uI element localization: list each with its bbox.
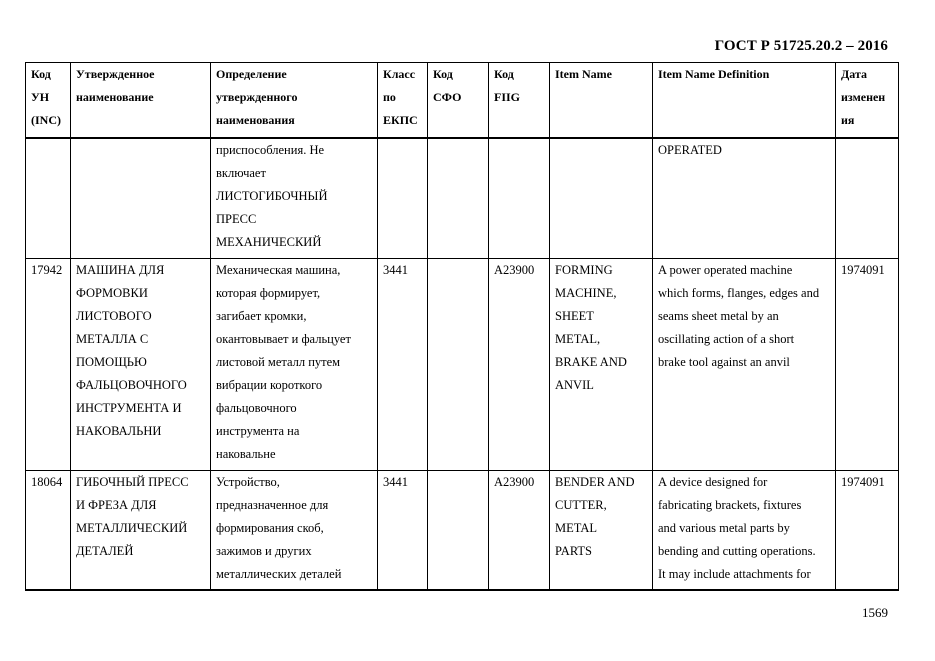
- cell-line: инструмента на: [216, 424, 300, 438]
- approved-name-cell: [71, 259, 211, 471]
- header-change-date: [836, 63, 899, 138]
- cell-line: наковальне: [216, 447, 276, 461]
- cell-line: BRAKE AND: [555, 355, 627, 369]
- header-line: (INC): [31, 113, 61, 127]
- cell-line: окантовывает и фальцует: [216, 332, 351, 346]
- approved-name-cell: [71, 471, 211, 590]
- header-line: Код: [31, 67, 51, 81]
- definition-cell: [211, 259, 378, 471]
- cell-line: A device designed for: [658, 475, 768, 489]
- cell-line: ПРЕСС: [216, 211, 257, 226]
- cell-line: PARTS: [555, 544, 593, 558]
- cell-line: SHEET: [555, 309, 594, 323]
- cell-line: and various metal parts by: [658, 521, 790, 535]
- page-number: 1569: [862, 605, 888, 620]
- change-date-cell: 1974091: [836, 471, 899, 590]
- cell-line: FORMING: [555, 263, 613, 277]
- table-row: [26, 471, 899, 590]
- cell-line: МАШИНА ДЛЯ: [76, 263, 165, 277]
- cell-line: which forms, flanges, edges and: [658, 286, 820, 300]
- item-name-definition-cell: [653, 471, 836, 590]
- header-approved-name: [71, 63, 211, 138]
- header-item-name: [550, 63, 653, 138]
- cell-line: ФАЛЬЦОВОЧНОГО: [76, 378, 187, 392]
- cell-line: фальцовочного: [216, 401, 297, 415]
- cell-line: приспособления. Не: [216, 142, 325, 157]
- cell-line: ЛИСТОГИБОЧНЫЙ: [216, 188, 328, 203]
- header-item-name-definition: [653, 63, 836, 138]
- header-class: [378, 63, 428, 138]
- cell-line: It may include attachments for: [658, 567, 811, 581]
- cell-line: brake tool against an anvil: [658, 355, 790, 369]
- header-line: Утвержденное: [76, 67, 155, 81]
- header-line: Класс: [383, 67, 416, 81]
- definition-cell: [211, 138, 378, 259]
- header-line: СФО: [433, 90, 462, 104]
- cell-line: Устройство,: [216, 475, 280, 489]
- cell-line: ДЕТАЛЕЙ: [76, 544, 134, 558]
- cell-line: ИНСТРУМЕНТА И: [76, 401, 182, 415]
- cell-line: MACHINE,: [555, 286, 617, 300]
- document-title: ГОСТ Р 51725.20.2 – 2016: [714, 38, 888, 54]
- header-line: Дата: [841, 67, 867, 81]
- cell-line: OPERATED: [658, 142, 722, 157]
- header-inc: [26, 63, 71, 138]
- item-name-cell: [550, 259, 653, 471]
- header-definition: [211, 63, 378, 138]
- table-row: [26, 259, 899, 471]
- item-name-table: [25, 62, 899, 591]
- header-line: УН: [31, 90, 50, 104]
- cell-line: металлических деталей: [216, 567, 342, 581]
- sfo-cell: [428, 471, 489, 590]
- cell-line: МЕТАЛЛА С: [76, 332, 149, 346]
- item-name-cell: [550, 138, 653, 259]
- cell-line: bending and cutting operations.: [658, 544, 816, 558]
- cell-line: fabricating brackets, fixtures: [658, 498, 802, 512]
- cell-line: которая формирует,: [216, 286, 321, 300]
- header-line: Код: [494, 67, 514, 81]
- cell-line: загибает кромки,: [216, 309, 307, 323]
- cell-line: ФОРМОВКИ: [76, 286, 148, 300]
- header-line: FIIG: [494, 90, 521, 104]
- cell-line: seams sheet metal by an: [658, 309, 779, 323]
- cell-line: METAL: [555, 521, 598, 535]
- change-date-cell: 1974091: [836, 259, 899, 471]
- header-line: по: [383, 90, 396, 104]
- cell-line: ГИБОЧНЫЙ ПРЕСС: [76, 475, 189, 489]
- header-line: Item Name Definition: [658, 67, 770, 81]
- sfo-cell: [428, 138, 489, 259]
- item-name-cell: [550, 471, 653, 590]
- class-cell: [378, 138, 428, 259]
- fiig-cell: A23900: [489, 471, 550, 590]
- cell-line: И ФРЕЗА ДЛЯ: [76, 498, 157, 512]
- header-fiig: [489, 63, 550, 138]
- cell-line: CUTTER,: [555, 498, 607, 512]
- table-header-row: [26, 63, 899, 138]
- cell-line: МЕТАЛЛИЧЕСКИЙ: [76, 521, 188, 535]
- cell-line: зажимов и других: [216, 544, 312, 558]
- fiig-cell: [489, 138, 550, 259]
- fiig-cell: A23900: [489, 259, 550, 471]
- header-line: Определение: [216, 67, 287, 81]
- header-line: ия: [841, 113, 855, 127]
- approved-name-cell: [71, 138, 211, 259]
- class-cell: 3441: [378, 471, 428, 590]
- item-name-definition-cell: [653, 138, 836, 259]
- definition-cell: [211, 471, 378, 590]
- inc-cell: 17942: [26, 259, 71, 471]
- header-line: наименование: [76, 90, 154, 104]
- cell-line: НАКОВАЛЬНИ: [76, 424, 162, 438]
- cell-line: ANVIL: [555, 378, 594, 392]
- cell-line: BENDER AND: [555, 475, 635, 489]
- inc-cell: [26, 138, 71, 259]
- cell-line: предназначенное для: [216, 498, 329, 512]
- cell-line: A power operated machine: [658, 263, 793, 277]
- change-date-cell: [836, 138, 899, 259]
- cell-line: формирования скоб,: [216, 521, 324, 535]
- cell-line: МЕХАНИЧЕСКИЙ: [216, 234, 322, 249]
- header-line: изменен: [841, 90, 886, 104]
- cell-line: вибрации короткого: [216, 378, 323, 392]
- cell-line: листовой металл путем: [216, 355, 341, 369]
- cell-line: oscillating action of a short: [658, 332, 795, 346]
- item-name-definition-cell: [653, 259, 836, 471]
- header-line: наименования: [216, 113, 295, 127]
- cell-line: ПОМОЩЬЮ: [76, 355, 147, 369]
- class-cell: 3441: [378, 259, 428, 471]
- header-line: Item Name: [555, 67, 612, 81]
- table-row: [26, 138, 899, 259]
- cell-line: METAL,: [555, 332, 601, 346]
- header-sfo: [428, 63, 489, 138]
- cell-line: включает: [216, 165, 266, 180]
- header-line: Код: [433, 67, 453, 81]
- cell-line: ЛИСТОВОГО: [76, 309, 152, 323]
- sfo-cell: [428, 259, 489, 471]
- cell-line: Механическая машина,: [216, 263, 341, 277]
- header-line: ЕКПС: [383, 113, 418, 127]
- header-line: утвержденного: [216, 90, 298, 104]
- inc-cell: 18064: [26, 471, 71, 590]
